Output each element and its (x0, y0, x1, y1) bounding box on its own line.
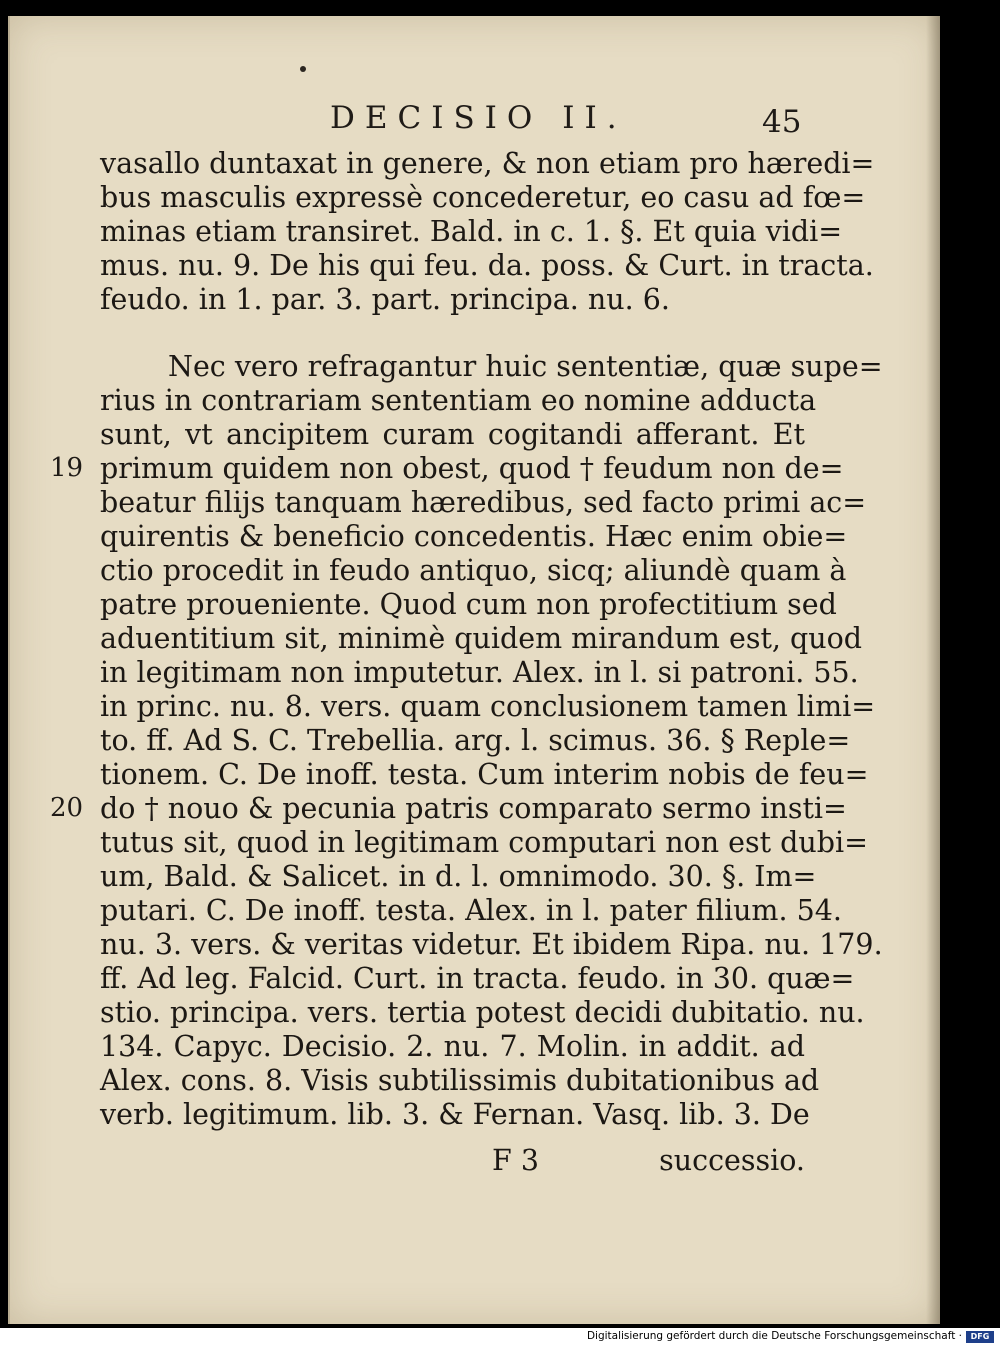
text-line: feudo. in 1. par. 3. part. principa. nu. 6. (100, 283, 670, 316)
margin-note-number: 19 (50, 453, 84, 483)
text-line: Alex. cons. 8. Visis subtilissimis dubitationibus ad (100, 1064, 820, 1097)
text-line: vasallo duntaxat in genere, & non etiam pro hæredi= (100, 147, 875, 180)
text-line: mus. nu. 9. De his qui feu. da. poss. & Curt. in tracta. (100, 249, 874, 282)
text-line: sunt, vt ancipitem curam cogitandi afferant. Et (100, 418, 805, 451)
ink-dot (300, 66, 306, 72)
text-line: patre proueniente. Quod cum non profectitium sed (100, 588, 837, 621)
text-line: primum quidem non obest, quod † feudum non de= (100, 452, 844, 485)
text-line: ctio procedit in feudo antiquo, sicq; aliundè quam à (100, 554, 847, 587)
book-page (8, 16, 940, 1324)
funding-credit: Digitalisierung gefördert durch die Deutsche Forschungsgemeinschaft · (586, 1330, 962, 1342)
text-line: verb. legitimum. lib. 3. & Fernan. Vasq. lib. 3. De (100, 1098, 810, 1131)
margin-note-number: 20 (50, 793, 84, 823)
page-foot (100, 1144, 805, 1178)
paragraph (100, 350, 883, 1132)
text-line: um, Bald. & Salicet. in d. l. omnimodo. 30. §. Im= (100, 860, 817, 893)
text-line: ff. Ad leg. Falcid. Curt. in tracta. feudo. in 30. quæ= (100, 962, 855, 995)
paragraph (100, 147, 875, 317)
page-number: 45 (762, 104, 802, 140)
signature-mark: F 3 (492, 1144, 539, 1177)
text-line: putari. C. De inoff. testa. Alex. in l. pater filium. 54. (100, 894, 842, 927)
text-line: minas etiam transiret. Bald. in c. 1. §. Et quia vidi= (100, 215, 843, 248)
text-line: do † nouo & pecunia patris comparato sermo insti= (100, 792, 847, 825)
text-line: nu. 3. vers. & veritas videtur. Et ibidem Ripa. nu. 179. (100, 928, 883, 961)
text-line: rius in contrariam sententiam eo nomine adducta (100, 384, 817, 417)
text-line: Nec vero refragantur huic sententiæ, quæ supe= (168, 350, 883, 383)
text-line: stio. principa. vers. tertia potest decidi dubitatio. nu. (100, 996, 865, 1029)
body-text (100, 147, 883, 1132)
text-line: 134. Capyc. Decisio. 2. nu. 7. Molin. in addit. ad (100, 1030, 805, 1063)
text-line: to. ff. Ad S. C. Trebellia. arg. l. scimus. 36. § Reple= (100, 724, 851, 757)
text-line: bus masculis expressè concederetur, eo casu ad fœ= (100, 181, 866, 214)
digitization-footer (0, 1328, 1000, 1347)
text-line: aduentitium sit, minimè quidem mirandum est, quod (100, 622, 863, 655)
text-line: quirentis & beneficio concedentis. Hæc enim obie= (100, 520, 848, 553)
text-line: tutus sit, quod in legitimam computari non est dubi= (100, 826, 868, 859)
dfg-logo: DFG (966, 1331, 994, 1343)
running-head: DECISIO II. (330, 100, 627, 136)
catchword: successio. (659, 1144, 805, 1177)
text-line: in legitimam non imputetur. Alex. in l. si patroni. 55. (100, 656, 859, 689)
text-line: beatur filijs tanquam hæredibus, sed facto primi ac= (100, 486, 867, 519)
text-line: tionem. C. De inoff. testa. Cum interim nobis de feu= (100, 758, 869, 791)
text-line: in princ. nu. 8. vers. quam conclusionem tamen limi= (100, 690, 876, 723)
